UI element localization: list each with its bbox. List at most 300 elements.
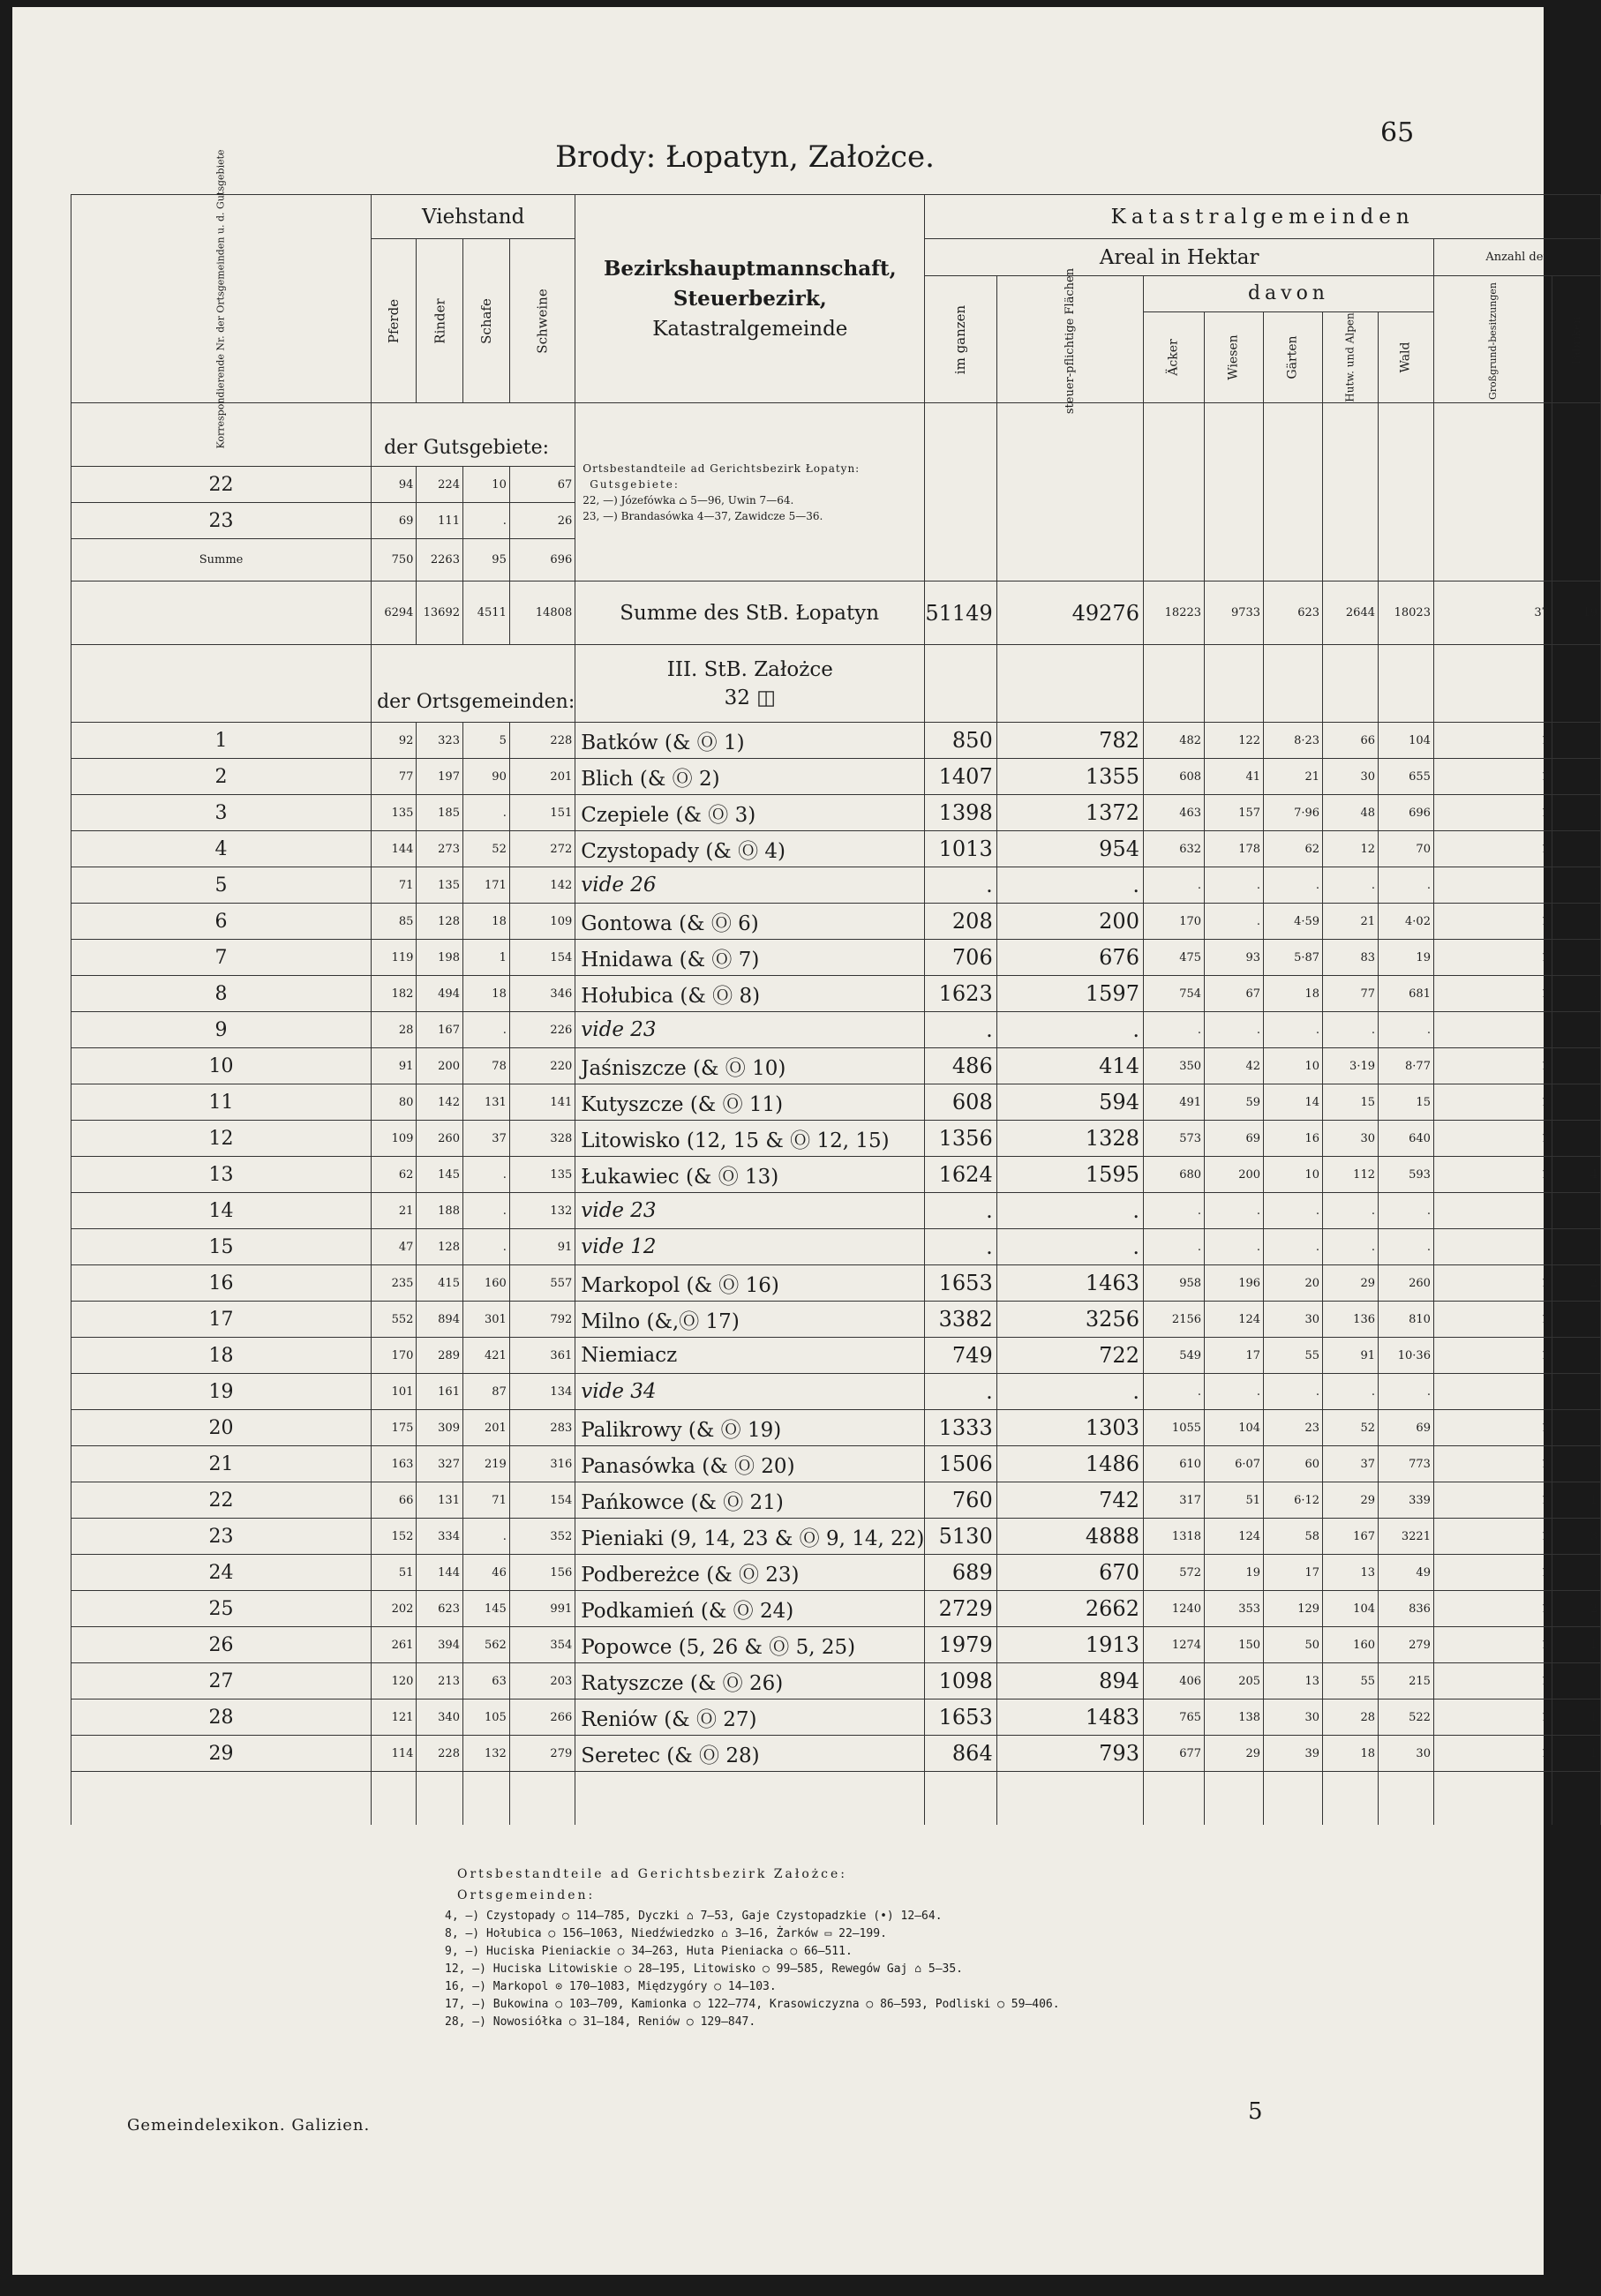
cell-sw: 272: [509, 831, 575, 867]
cell-gr: 1: [1433, 904, 1552, 940]
cell-w: 124: [1205, 1519, 1264, 1555]
cell-ga: 16: [1264, 1121, 1323, 1157]
cell-nr: 10: [71, 1048, 372, 1084]
cell-g: 1333: [925, 1410, 996, 1446]
ortsgemeinden-label: der Ortsgemeinden:: [372, 645, 575, 723]
cell-w: 6·07: [1205, 1446, 1264, 1482]
cell-r: 260: [417, 1121, 463, 1157]
cell-h: .: [1323, 1229, 1379, 1265]
cell-nr: 14: [71, 1193, 372, 1229]
cell-nr: 29: [71, 1736, 372, 1772]
cell-st: 594: [996, 1084, 1143, 1121]
cell-r: 213: [417, 1663, 463, 1699]
cell-p: 163: [372, 1446, 417, 1482]
cell-ga: 23: [1264, 1410, 1323, 1446]
cell-h: 29: [1323, 1482, 1379, 1519]
cell-st: 3256: [996, 1302, 1143, 1338]
cell-f: .: [1552, 1048, 1600, 1084]
cell-g: 1653: [925, 1265, 996, 1302]
table-row: [71, 1555, 1601, 1591]
cell-f: .: [1552, 1302, 1600, 1338]
cell-h: .: [1323, 867, 1379, 904]
cell-st: .: [996, 1012, 1143, 1048]
cell-name: Podbereżce (& Ⓞ 23): [575, 1555, 925, 1591]
cell-f: 1: [1552, 1482, 1600, 1519]
table-row: [71, 1048, 1601, 1084]
cell-f: 2: [1552, 1591, 1600, 1627]
cell-ga: .: [1264, 1193, 1323, 1229]
header-gaerten: Gärten: [1264, 312, 1323, 402]
cell-s: 78: [462, 1048, 509, 1084]
table-row: [71, 831, 1601, 867]
cell-gr: 1: [1433, 1048, 1552, 1084]
cell-h: 28: [1323, 1699, 1379, 1736]
header-schafe: Schafe: [462, 239, 509, 403]
table-row: [71, 1591, 1601, 1627]
table-row: [71, 1736, 1601, 1772]
cell-name: Seretec (& Ⓞ 28): [575, 1736, 925, 1772]
cell-wa: 696: [1379, 795, 1434, 831]
cell-sw: 792: [509, 1302, 575, 1338]
cell-gr: 1: [1433, 1121, 1552, 1157]
cell-g: 2729: [925, 1591, 996, 1627]
cell-s: 421: [462, 1338, 509, 1374]
cell-a: 2156: [1143, 1302, 1204, 1338]
cell-s: .: [462, 1519, 509, 1555]
cell-ga: .: [1264, 1012, 1323, 1048]
cell-ga: 30: [1264, 1302, 1323, 1338]
cell-r: 228: [417, 1736, 463, 1772]
cell-p: 62: [372, 1157, 417, 1193]
cell-gr: 1: [1433, 1555, 1552, 1591]
cell-r: 161: [417, 1374, 463, 1410]
cell-a: 680: [1143, 1157, 1204, 1193]
cell-nr: 8: [71, 976, 372, 1012]
cell-a: 632: [1143, 831, 1204, 867]
cell-st: 670: [996, 1555, 1143, 1591]
cell-nr: 13: [71, 1157, 372, 1193]
cell-gr: 1: [1433, 1736, 1552, 1772]
cell-r: 309: [417, 1410, 463, 1446]
cell-ga: .: [1264, 867, 1323, 904]
cell-s: 1: [462, 940, 509, 976]
cell-w: 93: [1205, 940, 1264, 976]
cell-st: 722: [996, 1338, 1143, 1374]
header-wiesen: Wiesen: [1205, 312, 1264, 402]
cell-r: 415: [417, 1265, 463, 1302]
cell-s: 18: [462, 976, 509, 1012]
cell-sw: 91: [509, 1229, 575, 1265]
cell-p: 71: [372, 867, 417, 904]
cell-ga: 39: [1264, 1736, 1323, 1772]
cell-s: 52: [462, 831, 509, 867]
cell-st: 954: [996, 831, 1143, 867]
cell-name: Hołubica (& Ⓞ 8): [575, 976, 925, 1012]
cell-wa: 15: [1379, 1084, 1434, 1121]
footer-left: Gemeindelexikon. Galizien.: [127, 2116, 371, 2135]
cell-gr: .: [1433, 1012, 1552, 1048]
cell-name: Reniów (& Ⓞ 27): [575, 1699, 925, 1736]
cell-ga: 10: [1264, 1157, 1323, 1193]
cell-r: 334: [417, 1519, 463, 1555]
cell-g: 486: [925, 1048, 996, 1084]
cell-ga: 10: [1264, 1048, 1323, 1084]
cell-gr: 1: [1433, 1410, 1552, 1446]
cell-f: .: [1552, 867, 1600, 904]
cell-w: 200: [1205, 1157, 1264, 1193]
cell-w: 122: [1205, 723, 1264, 759]
cell-g: 1398: [925, 795, 996, 831]
cell-nr: 12: [71, 1121, 372, 1157]
cell-a: 677: [1143, 1736, 1204, 1772]
cell-ga: 14: [1264, 1084, 1323, 1121]
cell-wa: 8·77: [1379, 1048, 1434, 1084]
table-row: [71, 1410, 1601, 1446]
cell-p: 51: [372, 1555, 417, 1591]
cell-nr: 21: [71, 1446, 372, 1482]
cell-s: .: [462, 1193, 509, 1229]
cell-h: 30: [1323, 1121, 1379, 1157]
cell-name: vide 12: [575, 1229, 925, 1265]
cell-f: .: [1552, 1410, 1600, 1446]
cell-g: 1506: [925, 1446, 996, 1482]
cell-p: 28: [372, 1012, 417, 1048]
cell-name: Ratyszcze (& Ⓞ 26): [575, 1663, 925, 1699]
cell-gr: .: [1433, 867, 1552, 904]
cell-p: 170: [372, 1338, 417, 1374]
cell-w: .: [1205, 1229, 1264, 1265]
cell-r: 327: [417, 1446, 463, 1482]
header-steuerpfl: steuer-pflichtige Flächen: [996, 276, 1143, 403]
cell-wa: .: [1379, 1374, 1434, 1410]
cell-f: .: [1552, 1446, 1600, 1482]
cell-a: 573: [1143, 1121, 1204, 1157]
cell-a: 610: [1143, 1446, 1204, 1482]
cell-wa: 70: [1379, 831, 1434, 867]
table-row: 23 69 111 . 26: [71, 503, 1601, 539]
cell-h: 18: [1323, 1736, 1379, 1772]
footnote-line: 28, —) Nowosiółka ○ 31—184, Reniów ○ 129—847.: [445, 2015, 756, 2029]
cell-r: 623: [417, 1591, 463, 1627]
cell-p: 80: [372, 1084, 417, 1121]
cell-w: .: [1205, 1374, 1264, 1410]
cell-p: 135: [372, 795, 417, 831]
cell-gr: .: [1433, 1374, 1552, 1410]
cell-g: 689: [925, 1555, 996, 1591]
cell-h: 37: [1323, 1446, 1379, 1482]
cell-a: 463: [1143, 795, 1204, 831]
cell-st: 200: [996, 904, 1143, 940]
cell-gr: 1: [1433, 1302, 1552, 1338]
cell-p: 175: [372, 1410, 417, 1446]
cell-s: 90: [462, 759, 509, 795]
table-row: [71, 1446, 1601, 1482]
table-row: [71, 940, 1601, 976]
cell-st: 2662: [996, 1591, 1143, 1627]
cell-a: 754: [1143, 976, 1204, 1012]
cell-s: 87: [462, 1374, 509, 1410]
cell-f: 1: [1552, 1699, 1600, 1736]
cell-name: Łukawiec (& Ⓞ 13): [575, 1157, 925, 1193]
cell-ga: .: [1264, 1229, 1323, 1265]
footnote-line: 4, —) Czystopady ○ 114—785, Dyczki ⌂ 7—53, Gaje Czystopadzkie (•) 12—64.: [445, 1910, 943, 1923]
cell-p: 92: [372, 723, 417, 759]
cell-w: 196: [1205, 1265, 1264, 1302]
header-anzahl: Anzahl der: [1433, 239, 1600, 276]
cell-gr: 1: [1433, 940, 1552, 976]
cell-sw: 220: [509, 1048, 575, 1084]
cell-sw: 354: [509, 1627, 575, 1663]
cell-wa: 279: [1379, 1627, 1434, 1663]
cell-a: .: [1143, 1374, 1204, 1410]
cell-sw: 156: [509, 1555, 575, 1591]
cell-w: 157: [1205, 795, 1264, 831]
cell-r: 894: [417, 1302, 463, 1338]
cell-st: 1355: [996, 759, 1143, 795]
sheet-number: 5: [1248, 2098, 1263, 2125]
cell-nr: 20: [71, 1410, 372, 1446]
cell-gr: 1: [1433, 1446, 1552, 1482]
cell-wa: 49: [1379, 1555, 1434, 1591]
cell-s: .: [462, 1229, 509, 1265]
cell-f: 1: [1552, 1627, 1600, 1663]
cell-wa: 30: [1379, 1736, 1434, 1772]
cell-name: vide 23: [575, 1012, 925, 1048]
cell-f: .: [1552, 1084, 1600, 1121]
cell-g: 850: [925, 723, 996, 759]
cell-h: 15: [1323, 1084, 1379, 1121]
cell-w: 353: [1205, 1591, 1264, 1627]
cell-nr: 18: [71, 1338, 372, 1374]
cell-nr: 22: [71, 1482, 372, 1519]
cell-w: 69: [1205, 1121, 1264, 1157]
cell-ga: 30: [1264, 1699, 1323, 1736]
cell-nr: 7: [71, 940, 372, 976]
cell-nr: 16: [71, 1265, 372, 1302]
header-davon-group: [1143, 276, 1433, 403]
cell-wa: .: [1379, 1193, 1434, 1229]
cell-s: 63: [462, 1663, 509, 1699]
cell-nr: 9: [71, 1012, 372, 1048]
cell-wa: 104: [1379, 723, 1434, 759]
header-schweine: Schweine: [509, 239, 575, 403]
cell-wa: 339: [1379, 1482, 1434, 1519]
cell-st: 894: [996, 1663, 1143, 1699]
cell-r: 198: [417, 940, 463, 976]
cell-name: vide 26: [575, 867, 925, 904]
cell-f: .: [1552, 1121, 1600, 1157]
footnote-line: 9, —) Huciska Pieniackie ○ 34—263, Huta Pieniacka ○ 66—511.: [445, 1945, 853, 1958]
cell-r: 394: [417, 1627, 463, 1663]
cell-wa: 522: [1379, 1699, 1434, 1736]
cell-s: 145: [462, 1591, 509, 1627]
cell-st: 414: [996, 1048, 1143, 1084]
cell-p: 120: [372, 1663, 417, 1699]
cell-gr: .: [1433, 1193, 1552, 1229]
cell-a: 1240: [1143, 1591, 1204, 1627]
cell-g: .: [925, 1374, 996, 1410]
table-row: [71, 904, 1601, 940]
cell-p: 144: [372, 831, 417, 867]
cell-w: 138: [1205, 1699, 1264, 1736]
cell-r: 340: [417, 1699, 463, 1736]
table-row: [71, 1374, 1601, 1410]
cell-w: 41: [1205, 759, 1264, 795]
cell-nr: 17: [71, 1302, 372, 1338]
cell-h: 104: [1323, 1591, 1379, 1627]
header-hutw: Hutw. und Alpen: [1323, 312, 1379, 402]
cell-wa: .: [1379, 1229, 1434, 1265]
cell-st: 676: [996, 940, 1143, 976]
gutsgebiete-label: der Gutsgebiete:: [372, 403, 575, 467]
cell-p: 21: [372, 1193, 417, 1229]
cell-wa: 3221: [1379, 1519, 1434, 1555]
cell-ga: 5·87: [1264, 940, 1323, 976]
cell-h: 136: [1323, 1302, 1379, 1338]
table-row: [71, 1482, 1601, 1519]
cell-f: .: [1552, 759, 1600, 795]
cell-w: 67: [1205, 976, 1264, 1012]
table-row: [71, 867, 1601, 904]
cell-g: 1979: [925, 1627, 996, 1663]
cell-st: .: [996, 1374, 1143, 1410]
cell-p: 121: [372, 1699, 417, 1736]
cell-name: Popowce (5, 26 & Ⓞ 5, 25): [575, 1627, 925, 1663]
cell-a: 317: [1143, 1482, 1204, 1519]
section-heading: III. StB. Założce 32 ◫: [575, 645, 925, 723]
cell-p: 235: [372, 1265, 417, 1302]
cell-a: 170: [1143, 904, 1204, 940]
cell-a: 482: [1143, 723, 1204, 759]
cell-gr: 1: [1433, 1482, 1552, 1519]
cell-ga: 62: [1264, 831, 1323, 867]
cell-h: 167: [1323, 1519, 1379, 1555]
cell-r: 289: [417, 1338, 463, 1374]
cell-s: .: [462, 1012, 509, 1048]
cell-f: .: [1552, 1374, 1600, 1410]
cell-f: .: [1552, 1193, 1600, 1229]
cell-name: Pańkowce (& Ⓞ 21): [575, 1482, 925, 1519]
cell-g: 208: [925, 904, 996, 940]
cell-name: Hnidawa (& Ⓞ 7): [575, 940, 925, 976]
cell-sw: 226: [509, 1012, 575, 1048]
cell-s: 37: [462, 1121, 509, 1157]
cell-r: 128: [417, 904, 463, 940]
gutsgebiete-notes: Ortsbestandteile ad Gerichtsbezirk Łopatyn: Gutsgebiete: 22, —) Józefówka ⌂ 5—96, Uwin 7—64. 23, —) Brandasówka 4—37, Zawidcze 5—36.: [575, 403, 925, 582]
cell-f: 4: [1552, 1157, 1600, 1193]
table-row: [71, 976, 1601, 1012]
cell-w: 150: [1205, 1627, 1264, 1663]
cell-a: 958: [1143, 1265, 1204, 1302]
cell-p: 85: [372, 904, 417, 940]
cell-h: 112: [1323, 1157, 1379, 1193]
cell-p: 182: [372, 976, 417, 1012]
cell-r: 144: [417, 1555, 463, 1591]
cell-name: Czystopady (& Ⓞ 4): [575, 831, 925, 867]
cell-w: 29: [1205, 1736, 1264, 1772]
cell-f: .: [1552, 831, 1600, 867]
cell-wa: 681: [1379, 976, 1434, 1012]
cell-st: 1595: [996, 1157, 1143, 1193]
cell-gr: 1: [1433, 1157, 1552, 1193]
cell-ga: 7·96: [1264, 795, 1323, 831]
cell-sw: 203: [509, 1663, 575, 1699]
cell-sw: 141: [509, 1084, 575, 1121]
cell-f: 2: [1552, 1265, 1600, 1302]
cell-f: .: [1552, 723, 1600, 759]
cell-ga: 58: [1264, 1519, 1323, 1555]
cell-s: .: [462, 795, 509, 831]
cell-h: 52: [1323, 1410, 1379, 1446]
cell-nr: 4: [71, 831, 372, 867]
cell-nr: 19: [71, 1374, 372, 1410]
table-row: [71, 1157, 1601, 1193]
footnotes-heading: Ortsbestandteile ad Gerichtsbezirk Założce:: [457, 1867, 848, 1881]
cell-p: 91: [372, 1048, 417, 1084]
cell-sw: 279: [509, 1736, 575, 1772]
cell-f: .: [1552, 1229, 1600, 1265]
cell-r: 145: [417, 1157, 463, 1193]
cell-nr: 1: [71, 723, 372, 759]
cell-h: .: [1323, 1193, 1379, 1229]
cell-f: 3: [1552, 1519, 1600, 1555]
cell-name: Podkamień (& Ⓞ 24): [575, 1591, 925, 1627]
cell-p: 101: [372, 1374, 417, 1410]
cell-g: 1098: [925, 1663, 996, 1699]
cell-a: 406: [1143, 1663, 1204, 1699]
cell-a: .: [1143, 1229, 1204, 1265]
cell-gr: 1: [1433, 976, 1552, 1012]
cell-g: 1624: [925, 1157, 996, 1193]
cell-wa: .: [1379, 1012, 1434, 1048]
cell-f: 1: [1552, 1736, 1600, 1772]
cell-wa: 215: [1379, 1663, 1434, 1699]
cell-w: 42: [1205, 1048, 1264, 1084]
cell-w: 178: [1205, 831, 1264, 867]
cell-name: Blich (& Ⓞ 2): [575, 759, 925, 795]
cell-gr: 1: [1433, 1699, 1552, 1736]
cell-name: Milno (&,Ⓞ 17): [575, 1302, 925, 1338]
cell-name: Jaśniszcze (& Ⓞ 10): [575, 1048, 925, 1084]
footnote-line: 16, —) Markopol ⊙ 170—1083, Międzygóry ○ 14—103.: [445, 1980, 777, 1993]
cell-a: .: [1143, 1012, 1204, 1048]
cell-sw: 228: [509, 723, 575, 759]
cell-f: .: [1552, 1663, 1600, 1699]
cell-ga: 129: [1264, 1591, 1323, 1627]
cell-gr: .: [1433, 1229, 1552, 1265]
cell-a: 350: [1143, 1048, 1204, 1084]
cell-p: 109: [372, 1121, 417, 1157]
cell-sw: 283: [509, 1410, 575, 1446]
cell-name: Markopol (& Ⓞ 16): [575, 1265, 925, 1302]
cell-w: .: [1205, 867, 1264, 904]
cell-g: 1013: [925, 831, 996, 867]
cell-nr: 27: [71, 1663, 372, 1699]
cell-sw: 201: [509, 759, 575, 795]
cell-name: Panasówka (& Ⓞ 20): [575, 1446, 925, 1482]
cell-ga: 50: [1264, 1627, 1323, 1663]
cell-sw: 154: [509, 940, 575, 976]
cell-w: 19: [1205, 1555, 1264, 1591]
cell-g: 1356: [925, 1121, 996, 1157]
cell-sw: 154: [509, 1482, 575, 1519]
cell-sw: 352: [509, 1519, 575, 1555]
cell-f: .: [1552, 976, 1600, 1012]
cell-s: 46: [462, 1555, 509, 1591]
footnotes-sub: Ortsgemeinden:: [457, 1888, 596, 1902]
cell-g: 1653: [925, 1699, 996, 1736]
cell-s: 5: [462, 723, 509, 759]
